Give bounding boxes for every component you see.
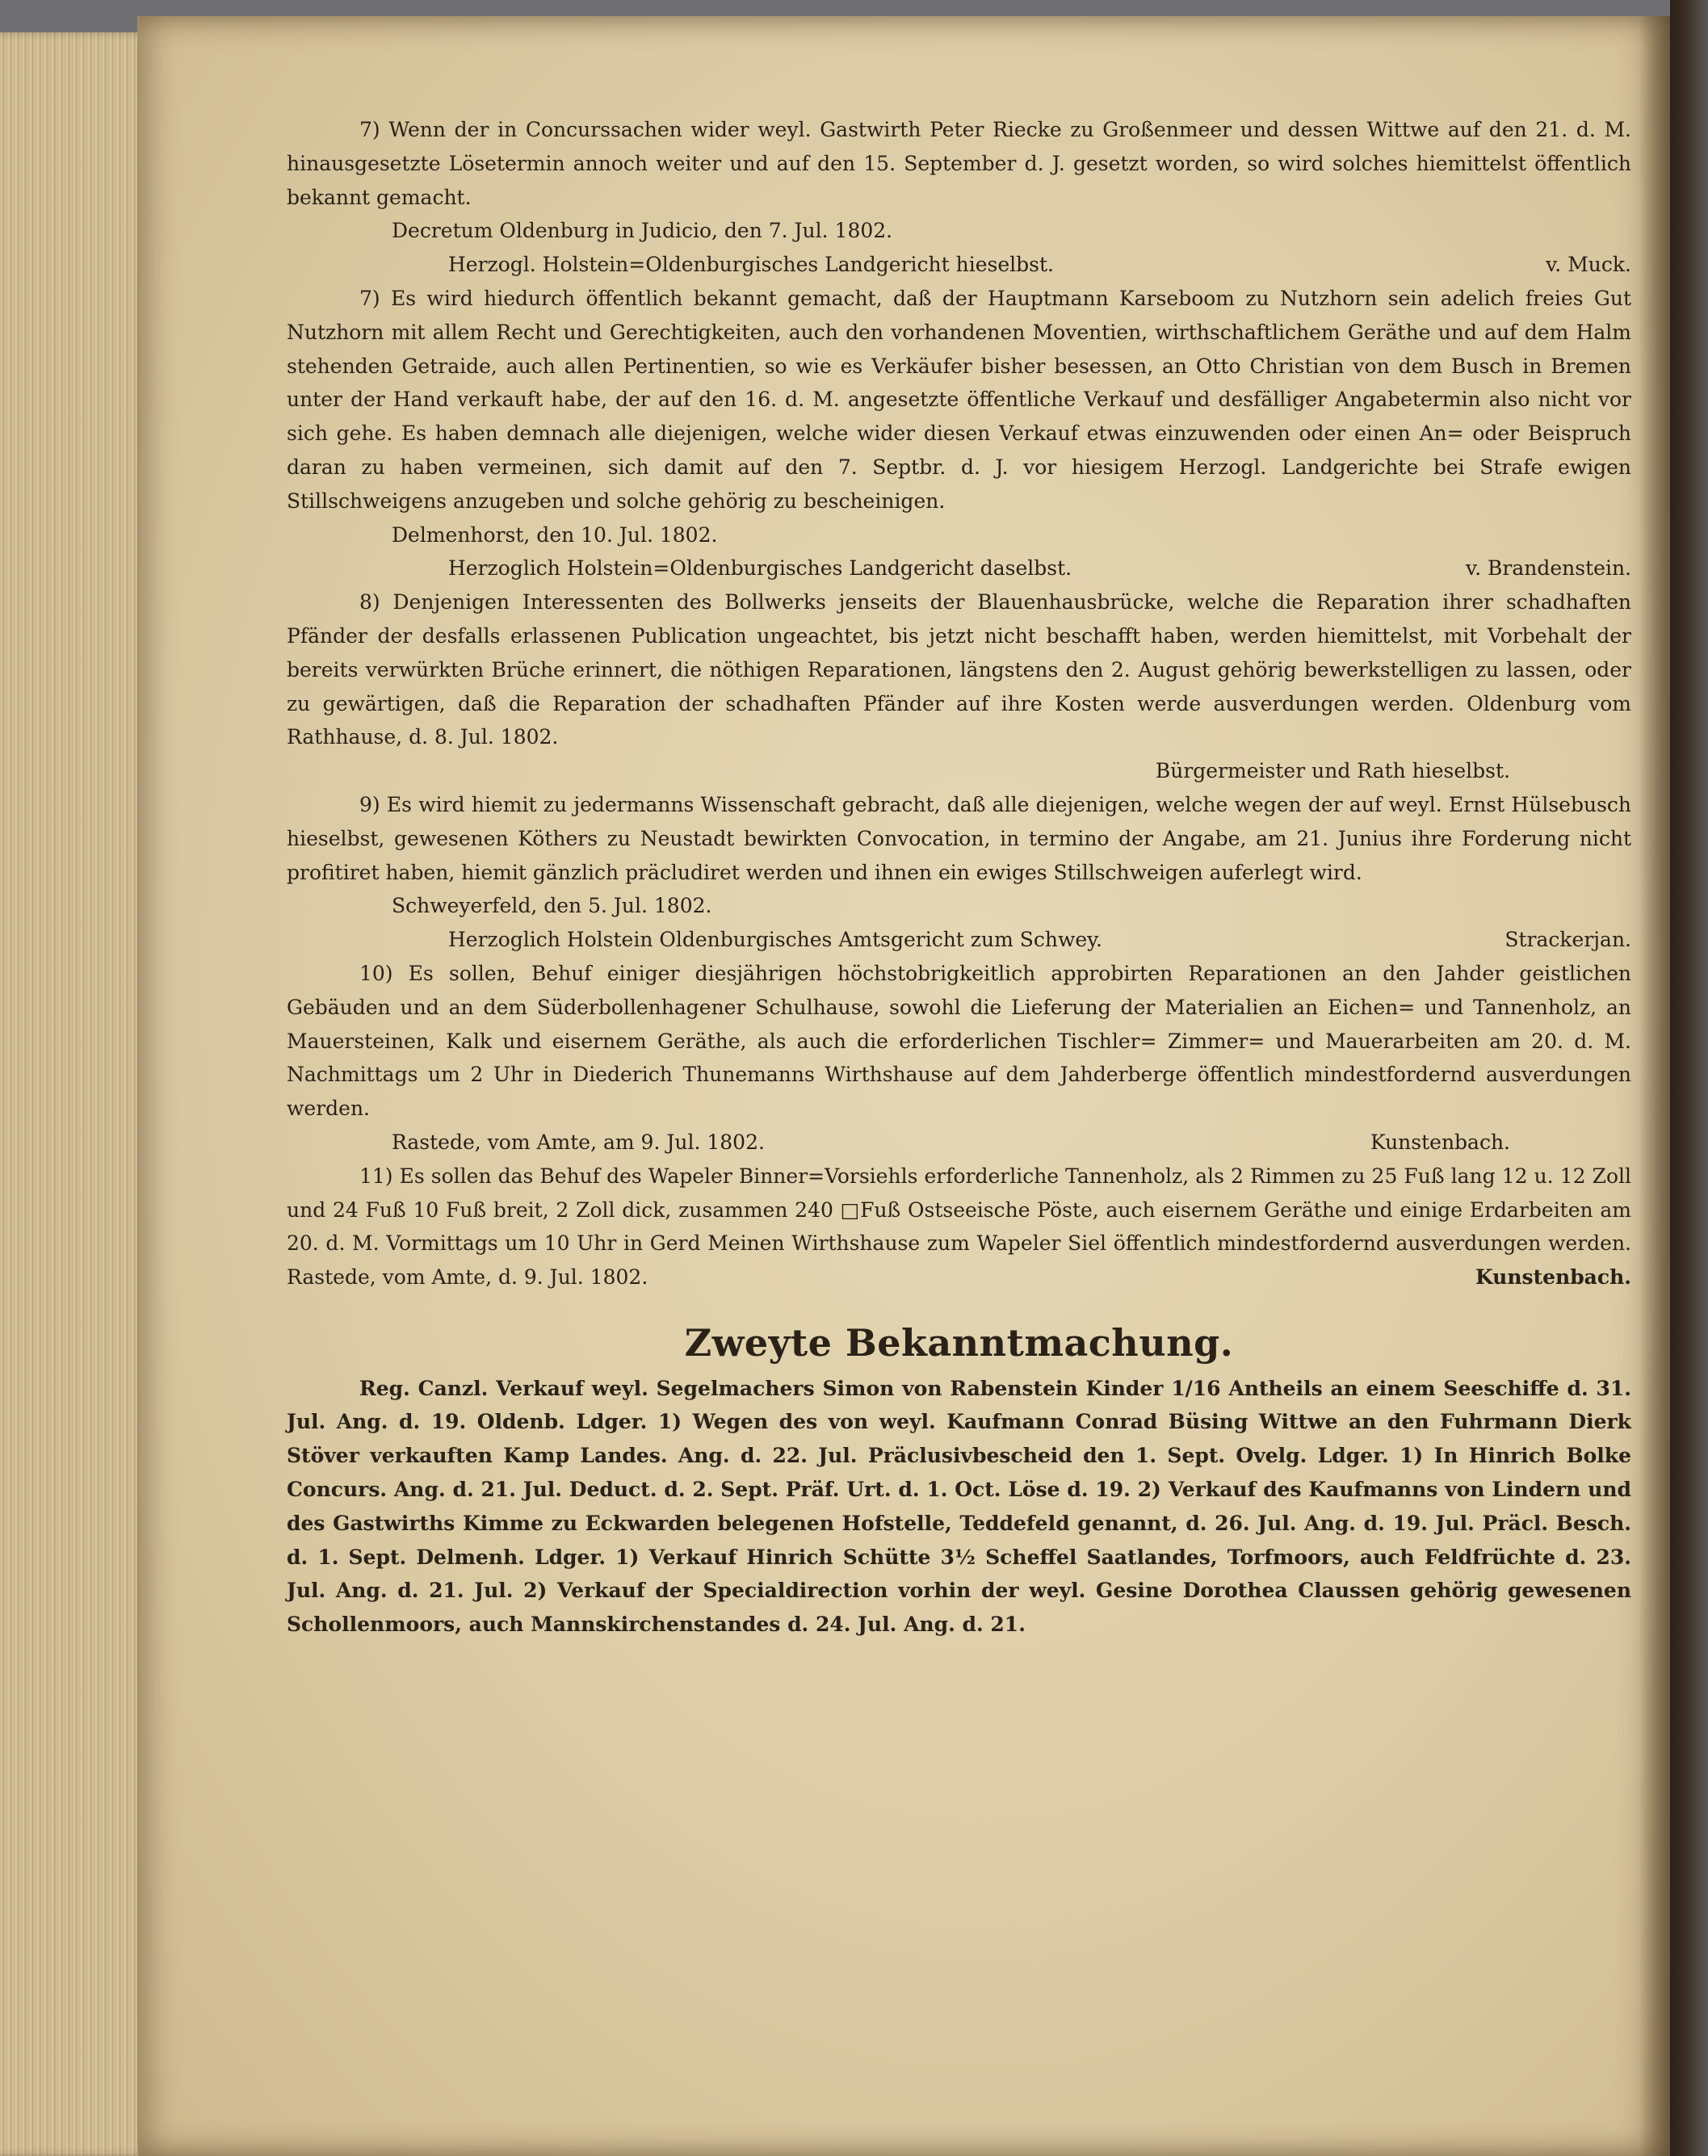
notice-7a-authority: Herzogl. Holstein=Oldenburgisches Landgericht hieselbst. — [448, 253, 1054, 277]
second-announcement-text: Reg. Canzl. Verkauf weyl. Segelmachers Simon von Rabenstein Kinder 1/16 Antheils an einem Seeschiffe d. 31. Jul. Ang. d. 19. Oldenb. Ldger. 1) Wegen des von weyl. Kaufmann Conrad Büsing Wittwe an den Fuhrmann Dierk Stöver verkauften Kamp Landes. Ang. d. 22. Jul. Präclusivbescheid den 1. Sept. Ovelg. Ldger. 1) In Hinrich Bolke Concurs. Ang. d. 21. Jul. Deduct. d. 2. Sept. Präf. Urt. d. 1. Oct. Löse d. 19. 2) Verkauf des Kaufmanns von Lindern und des Gastwirths Kimme zu Eckwarden belegenen Hofstelle, Teddefeld genannt, d. 26. Jul. Ang. d. 19. Jul. Präcl. Besch. d. 1. Sept. Delmenh. Ldger. 1) Verkauf Hinrich Schütte 3½ Scheffel Saatlandes, Torfmoors, auch Feldfrüchte d. 23. Jul. Ang. d. 21. Jul. 2) Verkauf der Specialdirection vorhin der weyl. Gesine Dorothea Claussen gehörig gewesenen Schollenmoors, auch Mannskirchenstandes d. 24. Jul. Ang. d. 21. — [287, 1376, 1631, 1637]
notice-9-signer: Strackerjan. — [1504, 928, 1631, 952]
notice-9-dateline: Schweyerfeld, den 5. Jul. 1802. — [392, 894, 712, 918]
page-text — [287, 113, 1631, 1642]
binding-edge — [1670, 0, 1708, 2156]
notice-11-text — [287, 1160, 1631, 1294]
book-gutter — [1639, 16, 1672, 2156]
notice-9-text: 9) Es wird hiemit zu jedermanns Wissenschaft gebracht, daß alle diejenigen, welche wegen der auf weyl. Ernst Hülsebusch hieselbst, gewesenen Köthers zu Neustadt bewirkten Convocation, in termino der Angabe, am 21. Junius ihre Forderung nicht profitiret haben, hiemit gänzlich präcludiret werden und ihnen ein ewiges Stillschweigen auferlegt wird. — [287, 792, 1631, 884]
notice-10-text: 10) Es sollen, Behuf einiger diesjährigen höchstobrigkeitlich approbirten Reparationen an den Jahder geistlichen Gebäuden und an dem Süderbollenhagener Schulhause, sowohl die Lieferung der Materialien an Eichen= und Tannenholz, an Mauersteinen, Kalk und eisernem Geräthe, als auch die erforderlichen Tischler= Zimmer= und Mauerarbeiten am 20. d. M. Nachmittags um 2 Uhr in Diederich Thunemanns Wirthshause auf dem Jahderberge öffentlich mindestfordernd ausverdungen werden. — [287, 961, 1631, 1121]
notice-7b-signature — [287, 552, 1631, 585]
notice-10-signer: Kunstenbach. — [1370, 1130, 1510, 1154]
notice-7b-authority: Herzoglich Holstein=Oldenburgisches Landgericht daselbst. — [448, 556, 1072, 581]
notice-9-authority: Herzoglich Holstein Oldenburgisches Amtsgericht zum Schwey. — [448, 928, 1102, 952]
notice-7a-signature — [287, 248, 1631, 282]
notice-8-authority: Bürgermeister und Rath hieselbst. — [1155, 759, 1510, 783]
notice-7b-signer: v. Brandenstein. — [1466, 556, 1631, 581]
notice-7a-signer: v. Muck. — [1546, 253, 1631, 277]
notice-7a-text: 7) Wenn der in Concurssachen wider weyl. Gastwirth Peter Riecke zu Großenmeer und dessen Wittwe auf den 21. d. M. hinausgesetzte Lösetermin annoch weiter und auf den 15. September d. J. gesetzt worden, so wird solches hiemittelst öffentlich bekannt gemacht. — [287, 118, 1631, 209]
notice-7b-dateline: Delmenhorst, den 10. Jul. 1802. — [392, 522, 718, 547]
notice-9-signature — [287, 923, 1631, 957]
notice-11-body: 11) Es sollen das Behuf des Wapeler Binner=Vorsiehls erforderliche Tannenholz, als 2 Rimmen zu 25 Fuß lang 12 u. 12 Zoll und 24 Fuß 10 Fuß breit, 2 Zoll dick, zusammen 240 □Fuß Ostseeische Pöste, auch eisernem Geräthe und einige Erdarbeiten am 20. d. M. Vormittags um 10 Uhr in Gerd Meinen Wirthshause zum Wapeler Siel öffentlich mindestfordernd ausverdungen werden. Rastede, vom Amte, d. 9. Jul. 1802. — [287, 1164, 1631, 1290]
notice-11-signer: Kunstenbach. — [1475, 1265, 1631, 1290]
notice-7a-dateline: Decretum Oldenburg in Judicio, den 7. Jul. 1802. — [392, 219, 893, 243]
section-heading: Zweyte Bekanntmachung. — [684, 1320, 1234, 1365]
notice-8-text: 8) Denjenigen Interessenten des Bollwerks jenseits der Blauenhausbrücke, welche die Reparation ihrer schadhaften Pfänder der desfalls erlassenen Publication ungeachtet, bis jetzt nicht beschafft haben, werden hiemittelst, mit Vorbehalt der bereits verwürkten Brüche erinnert, die nöthigen Reparationen, längstens den 2. August gehörig bewerkstelligen zu lassen, oder zu gewärtigen, daß die Reparation der schadhaften Pfänder auf ihre Kosten werde ausverdungen werden. Oldenburg vom Rathhause, d. 8. Jul. 1802. — [287, 590, 1631, 749]
notice-10-dateline: Rastede, vom Amte, am 9. Jul. 1802. — [392, 1130, 765, 1154]
notice-10-signature — [287, 1126, 1631, 1160]
notice-7b-text: 7) Es wird hiedurch öffentlich bekannt gemacht, daß der Hauptmann Karseboom zu Nutzhorn sein adelich freies Gut Nutzhorn mit allem Recht und Gerechtigkeiten, auch den vorhandenen Moventien, wirthschaftlichem Geräthe und auf dem Halm stehenden Getraide, auch allen Pertinentien, so wie es Verkäufer bisher besessen, an Otto Christian von dem Busch in Bremen unter der Hand verkauft habe, der auf den 16. d. M. angesetzte öffentliche Verkauf und desfälliger Angabetermin also nicht vor sich gehe. Es haben demnach alle diejenigen, welche wider diesen Verkauf etwas einzuwenden oder einen An= oder Beispruch daran zu haben vermeinen, sich damit auf den 7. Septbr. d. J. vor hiesigem Herzogl. Landgerichte bei Strafe ewigen Stillschweigens anzugeben und solche gehörig zu bescheinigen. — [287, 286, 1631, 513]
